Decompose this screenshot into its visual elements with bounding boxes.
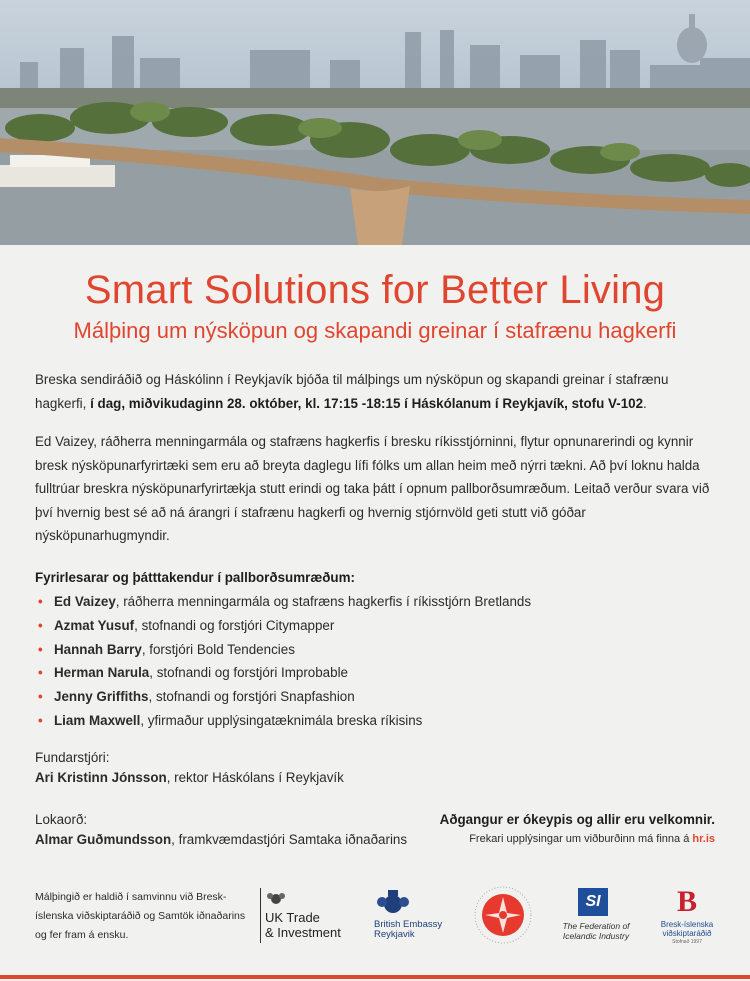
bullet-icon: • xyxy=(38,641,43,657)
bullet-icon: • xyxy=(38,712,43,728)
page-subtitle: Málþing um nýsköpun og skapandi greinar í stafrænu hagkerfi xyxy=(73,318,677,343)
bullet-icon: • xyxy=(38,689,43,705)
bullet-icon: • xyxy=(38,617,43,633)
intro-date-location: í dag, miðvikudaginn 28. október, kl. 17:15 -18:15 í Háskólanum í Reykjavík, stofu V-102 xyxy=(90,395,644,411)
si-logo xyxy=(556,888,636,948)
speaker-name: Hannah Barry xyxy=(54,641,142,657)
garden-bridge-illustration xyxy=(0,0,750,245)
bresk-line1: Bresk-íslenska xyxy=(660,920,714,929)
hr-emblem-icon xyxy=(473,885,533,945)
embassy-line2: Reykjavik xyxy=(374,929,415,940)
uk-trade-text xyxy=(265,910,341,940)
hero-image xyxy=(0,0,750,245)
moderator-label: Fundarstjóri: xyxy=(35,750,110,765)
royal-crest-icon xyxy=(376,888,410,918)
intro-paragraph xyxy=(35,368,715,415)
intro-text: Breska sendiráðið og Háskólinn í Reykjavík bjóða til málþings um nýsköpun og skapandi greinar í stafrænu hagkerfi, xyxy=(35,372,669,411)
uk-trade-line2: & Investment xyxy=(265,925,341,940)
si-line2: Icelandic Industry xyxy=(562,931,630,941)
admission-headline: Aðgangur er ókeypis og allir eru velkomnir. xyxy=(439,812,715,827)
closing-name: Almar Guðmundsson xyxy=(35,832,172,847)
list-item xyxy=(38,638,531,662)
speaker-name: Jenny Griffiths xyxy=(54,689,149,705)
moderator-line xyxy=(35,770,344,785)
list-item xyxy=(38,590,531,614)
bresk-mark: B xyxy=(676,885,697,918)
speakers-heading: Fyrirlesarar og þátttakendur í pallborðsumræðum: xyxy=(35,570,355,585)
hr-link[interactable]: hr.is xyxy=(692,833,715,845)
moderator-role: , rektor Háskólans í Reykjavík xyxy=(166,770,344,785)
uk-trade-divider xyxy=(260,888,261,943)
bullet-icon: • xyxy=(38,594,43,609)
si-mark: SI xyxy=(578,888,608,916)
moderator-name: Ari Kristinn Jónsson xyxy=(35,770,167,785)
bresk-line3: Stofnað 1997 xyxy=(672,939,702,945)
speaker-name: Ed Vaizey xyxy=(54,594,116,609)
speaker-role: , yfirmaður upplýsingatæknimála breska ríkisins xyxy=(140,712,423,728)
speakers-list xyxy=(38,590,531,733)
admission-info-text: Frekari upplýsingar um viðburðinn má finna á xyxy=(469,833,693,845)
footnote: Málþingið er haldið í samvinnu við Bresk-íslenska viðskiptaráðið og Samtök iðnaðarins og fer fram á ensku. xyxy=(35,891,246,941)
hr-university-logo xyxy=(473,885,533,945)
speaker-role: , stofnandi og forstjóri Citymapper xyxy=(134,617,335,633)
bottom-accent-line xyxy=(0,975,750,979)
list-item xyxy=(38,685,531,709)
body-paragraph: Ed Vaizey, ráðherra menningarmála og stafræns hagkerfis í bresku ríkisstjórninni, flytur opnunarerindi og kynnir bresk nýsköpunarfyrirtæki sem eru að breyta daglegu lífi fólks um allan heim með nýrri tækni. Að því loknu halda fulltrúar breskra nýsköpunarfyrirtækja stutt erindi og taka þátt í opnum pallborðsumræðum. Leitað verður svara við því hvernig best sé að ná árangri í stafrænu hagkerfi og hvernig stjórnvöld geti stutt við góðar nýsköpunarhugmyndir. xyxy=(35,434,710,543)
closing-line xyxy=(35,832,407,847)
speaker-role: , stofnandi og forstjóri Improbable xyxy=(149,665,349,681)
speaker-role: , stofnandi og forstjóri Snapfashion xyxy=(148,689,355,705)
admission-info xyxy=(469,833,715,845)
speaker-name: Herman Narula xyxy=(54,665,150,681)
embassy-line1: British Embassy xyxy=(374,919,443,930)
speaker-name: Liam Maxwell xyxy=(54,712,141,728)
british-embassy-logo xyxy=(374,888,454,943)
closing-role: , framkvæmdastjóri Samtaka iðnaðarins xyxy=(171,832,408,847)
uk-trade-line1: UK Trade xyxy=(265,910,320,925)
page-title: Smart Solutions for Better Living xyxy=(84,268,666,312)
closing-label: Lokaorð: xyxy=(35,812,88,827)
speaker-role: , ráðherra menningarmála og stafræns hagkerfis í ríkisstjórn Bretlands xyxy=(115,594,532,609)
bresk-line2: viðskiptaráðið xyxy=(662,929,712,938)
crest-icon xyxy=(266,890,286,906)
bresk-text xyxy=(652,920,722,947)
si-text xyxy=(556,921,636,941)
list-item xyxy=(38,614,531,638)
intro-end: . xyxy=(643,395,647,411)
si-line1: The Federation of xyxy=(562,921,630,931)
embassy-text xyxy=(374,920,442,940)
bresk-islenska-logo xyxy=(652,886,722,950)
uk-trade-logo xyxy=(260,888,350,943)
list-item xyxy=(38,661,531,685)
bullet-icon: • xyxy=(38,665,43,681)
speaker-name: Azmat Yusuf xyxy=(54,617,135,633)
list-item xyxy=(38,709,531,733)
speaker-role: , forstjóri Bold Tendencies xyxy=(141,641,295,657)
